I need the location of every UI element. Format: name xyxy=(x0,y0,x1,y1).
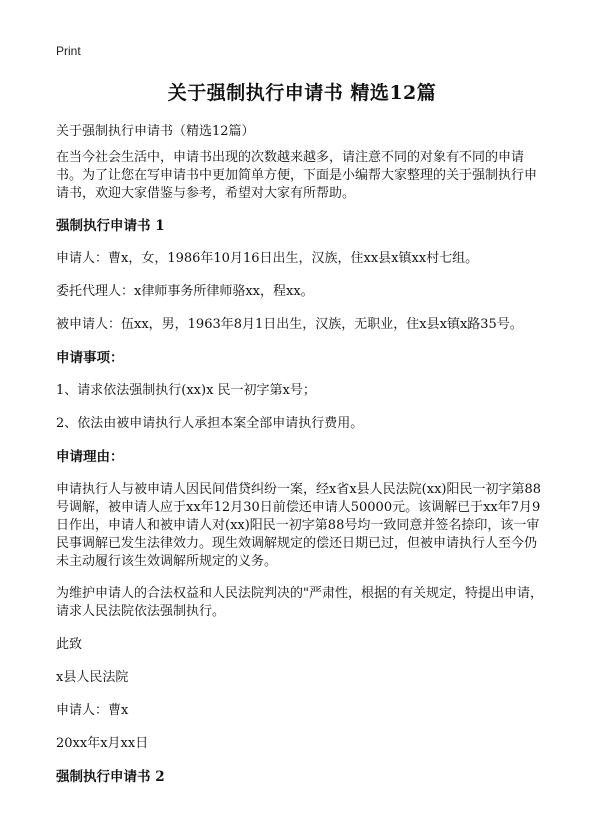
reasons-heading: 申请理由： xyxy=(56,449,124,465)
document-body xyxy=(56,78,548,801)
closing-salutation: 此致 xyxy=(56,637,83,652)
print-label[interactable]: Print xyxy=(56,44,81,58)
section-heading-1: 强制执行申请书 1 xyxy=(56,218,165,234)
agent-line: 委托代理人：x律师事务所律师骆xx，程xx。 xyxy=(56,284,314,299)
signature-line: 申请人：曹x xyxy=(56,703,129,718)
matters-heading: 申请事项： xyxy=(56,350,124,366)
matter-item-2: 2、依法由被申请执行人承担本案全部申请执行费用。 xyxy=(56,416,364,431)
respondent-line: 被申请人：伍xx，男，1963年8月1日出生，汉族，无职业，住x县x镇x路35号。 xyxy=(56,317,523,332)
reason-paragraph-1: 申请执行人与被申请人因民间借贷纠纷一案，经x省x县人民法院(xx)阳民一初字第88号调解，被申请人应于xx年12月30日前偿还申请人50000元。该调解已于xx年7月9日作出，申请人和被申请人对(xx)阳民一初字第88号均一致同意并签名捺印，该一审民事调解已发生法律效力。现生效调解规定的偿还日期已过，但被申请执行人至今仍未主动履行该生效调解所规定的义务。 xyxy=(56,482,542,569)
reason-paragraph-2: 为维护申请人的合法权益和人民法院判决的"严肃性，根据的有关规定，特提出申请，请求人民法院依法强制执行。 xyxy=(56,586,543,619)
date-line: 20xx年x月xx日 xyxy=(56,736,149,751)
page-title: 关于强制执行申请书 精选12篇 xyxy=(167,82,437,104)
document-subtitle: 关于强制执行申请书（精选12篇） xyxy=(56,124,255,139)
section-heading-2: 强制执行申请书 2 xyxy=(56,769,165,785)
applicant-line: 申请人：曹x，女，1986年10月16日出生，汉族，住xx县x镇xx村七组。 xyxy=(56,251,479,266)
court-name: x县人民法院 xyxy=(56,670,129,685)
matter-item-1: 1、请求依法强制执行(xx)x 民一初字第x号； xyxy=(56,383,316,398)
intro-paragraph: 在当今社会生活中，申请书出现的次数越来越多，请注意不同的对象有不同的申请书。为了让您在写申请书中更加简单方便，下面是小编帮大家整理的关于强制执行申请书，欢迎大家借鉴与参考，希望对大家有所帮助。 xyxy=(56,150,538,201)
